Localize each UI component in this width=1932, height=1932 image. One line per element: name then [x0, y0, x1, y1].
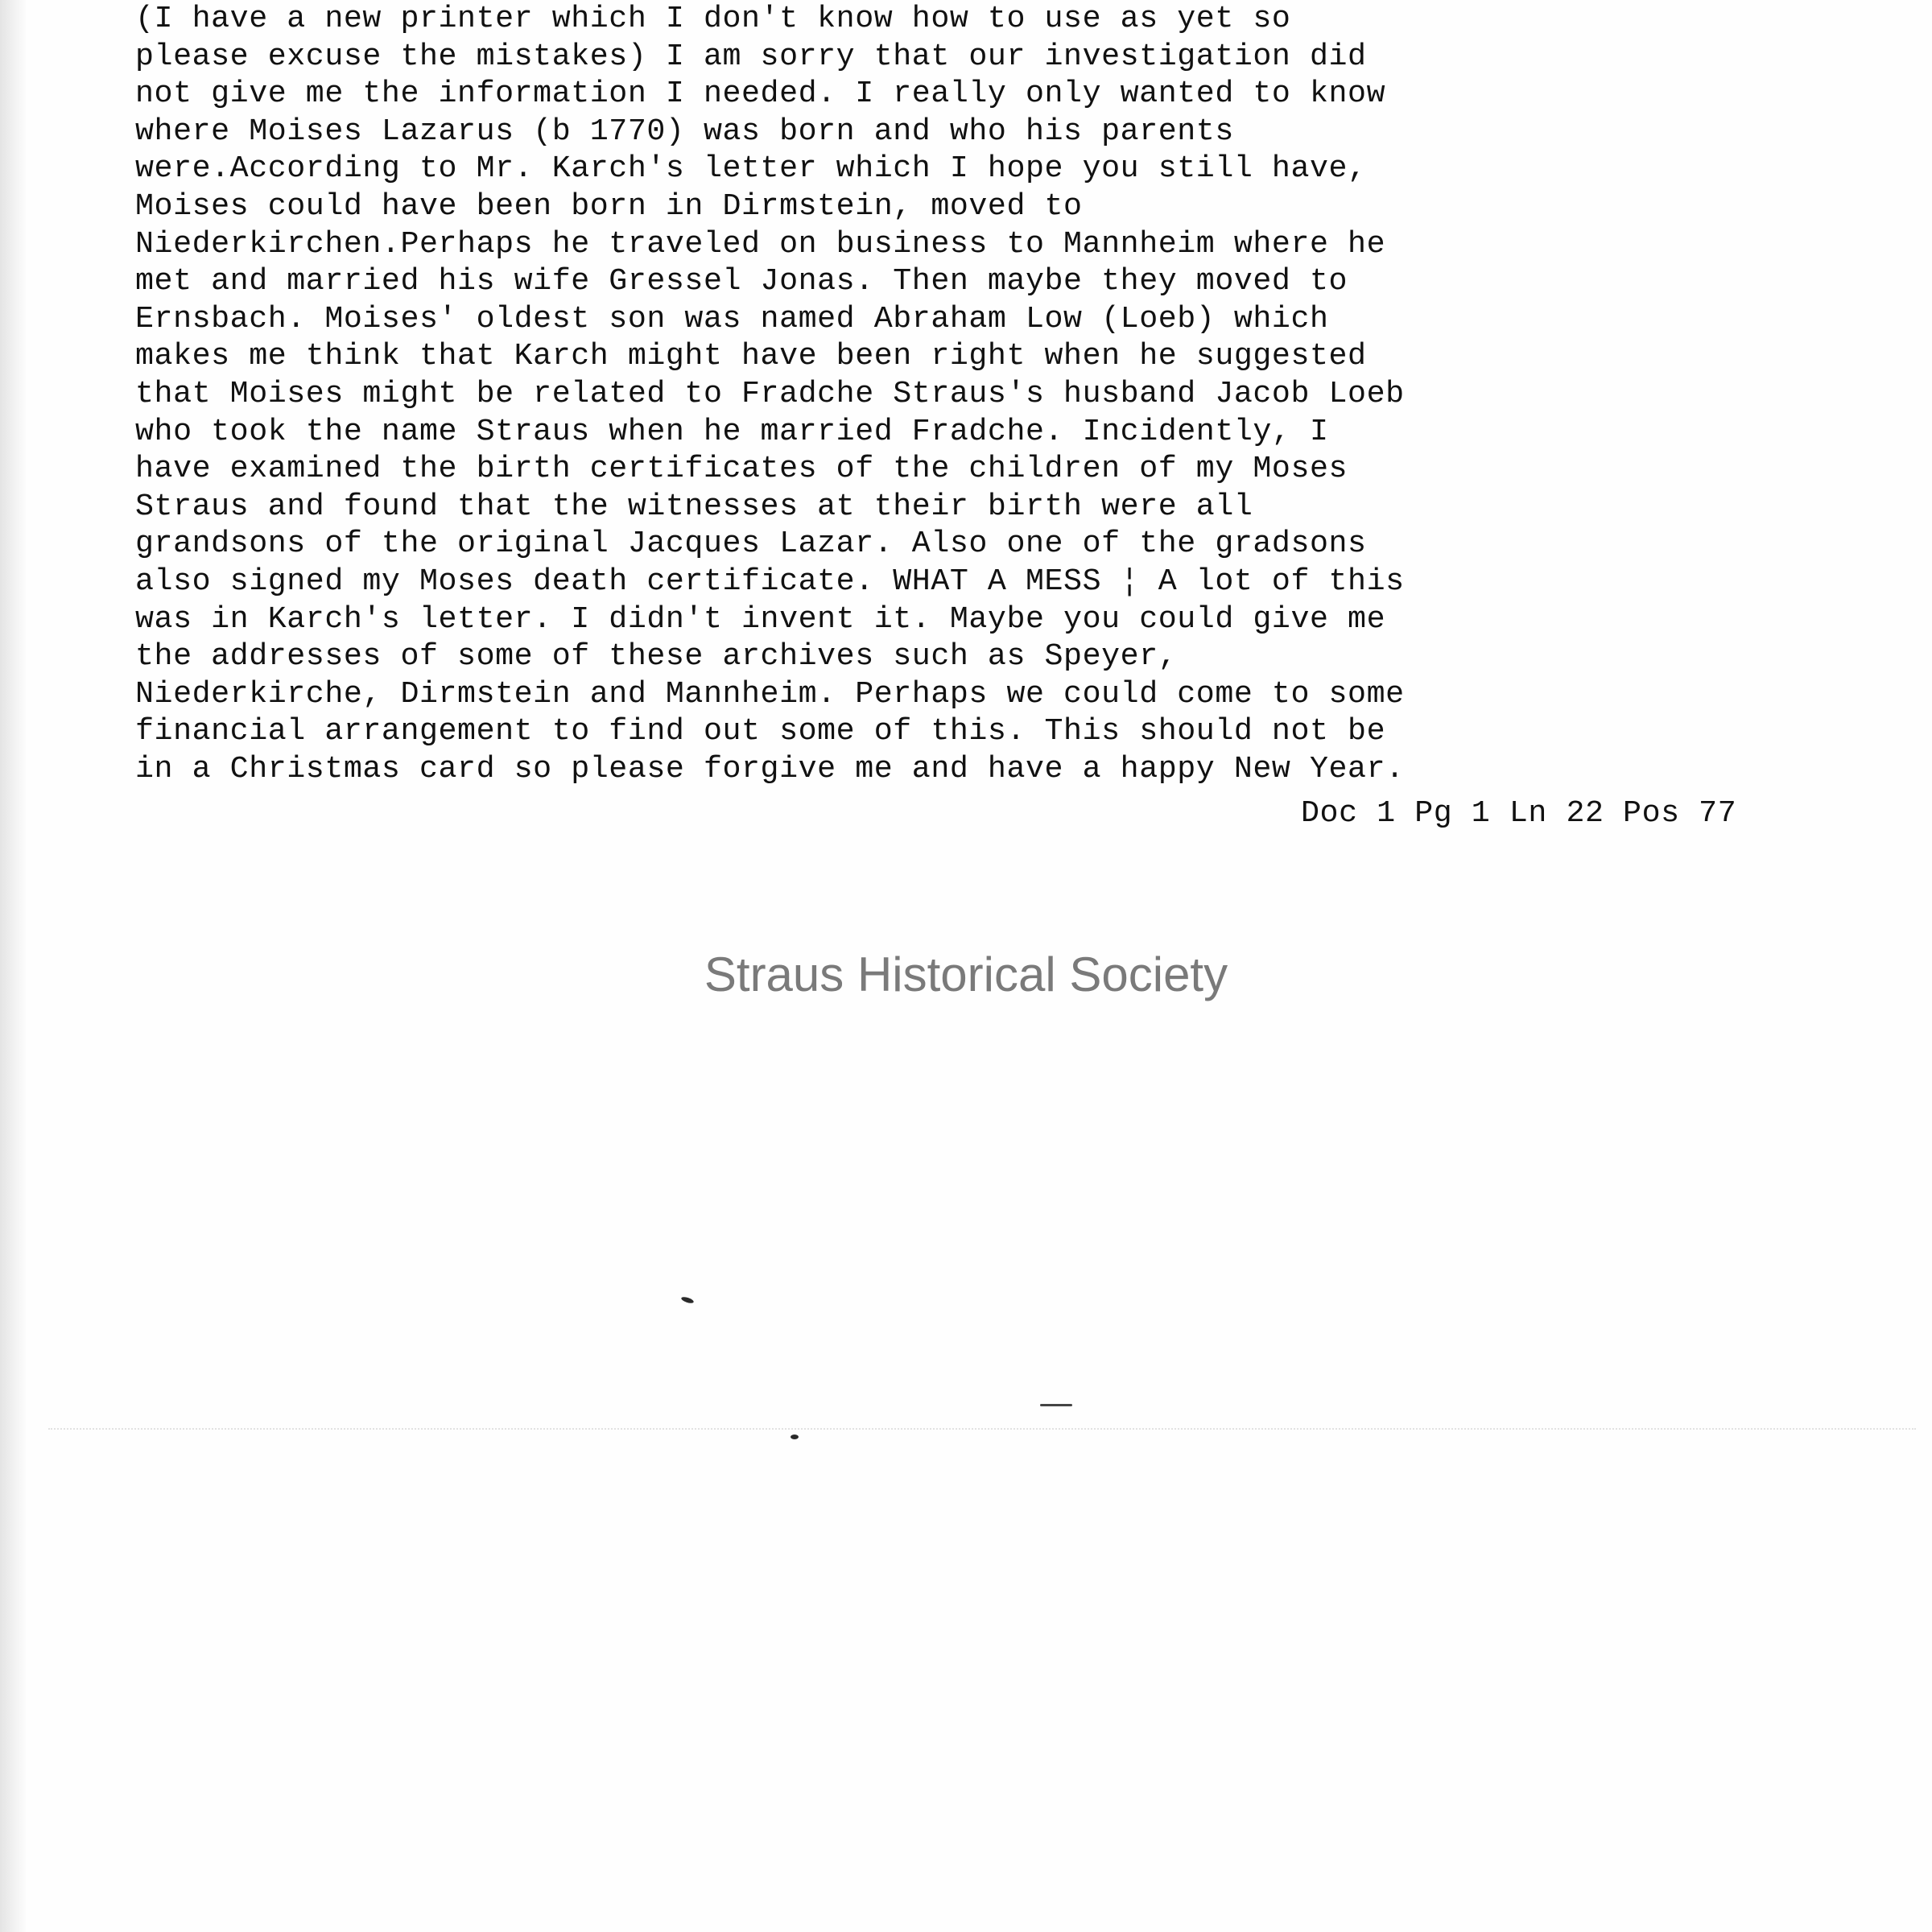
- ink-speck: [1040, 1404, 1072, 1406]
- letter-line-9: Ernsbach. Moises' oldest son was named Abraham Low (Loeb) which: [135, 300, 1329, 336]
- letter-line-4: where Moises Lazarus (b 1770) was born and who his parents: [135, 113, 1234, 149]
- letter-line-7: Niederkirchen.Perhaps he traveled on business to Mannheim where he: [135, 225, 1386, 262]
- word-processor-status-line: Doc 1 Pg 1 Ln 22 Pos 77: [1301, 795, 1737, 831]
- letter-line-11: that Moises might be related to Fradche Straus's husband Jacob Loeb: [135, 375, 1405, 411]
- letter-line-3: not give me the information I needed. I really only wanted to know: [135, 76, 1386, 112]
- letter-line-15: grandsons of the original Jacques Lazar. Also one of the gradsons: [135, 526, 1367, 562]
- letter-line-2: please excuse the mistakes) I am sorry that our investigation did: [135, 38, 1367, 74]
- letter-line-10: makes me think that Karch might have been right when he suggested: [135, 338, 1367, 374]
- letter-body: [135, 0, 1826, 787]
- letter-line-8: met and married his wife Gressel Jonas. Then maybe they moved to: [135, 263, 1348, 299]
- letter-line-13: have examined the birth certificates of the children of my Moses: [135, 451, 1348, 487]
- letter-line-16: also signed my Moses death certificate. WHAT A MESS ¦ A lot of this: [135, 563, 1405, 599]
- letter-line-18: the addresses of some of these archives such as Speyer,: [135, 638, 1178, 675]
- paper-fold-line: [48, 1428, 1916, 1430]
- letter-line-17: was in Karch's letter. I didn't invent it. Maybe you could give me: [135, 601, 1386, 637]
- letter-line-6: Moises could have been born in Dirmstein, moved to: [135, 188, 1083, 224]
- watermark-text: Straus Historical Society: [704, 947, 1228, 1001]
- letter-line-19: Niederkirche, Dirmstein and Mannheim. Perhaps we could come to some: [135, 675, 1405, 712]
- letter-line-5: were.According to Mr. Karch's letter which I hope you still have,: [135, 151, 1367, 187]
- letter-line-21: in a Christmas card so please forgive me and have a happy New Year.: [135, 750, 1405, 786]
- ink-speck: [791, 1435, 799, 1439]
- letter-line-20: financial arrangement to find out some of this. This should not be: [135, 713, 1386, 749]
- letter-line-1: (I have a new printer which I don't know how to use as yet so: [135, 1, 1291, 36]
- letter-line-14: Straus and found that the witnesses at their birth were all: [135, 488, 1253, 524]
- letter-line-12: who took the name Straus when he married Fradche. Incidently, I: [135, 413, 1329, 449]
- ink-speck: [680, 1296, 694, 1305]
